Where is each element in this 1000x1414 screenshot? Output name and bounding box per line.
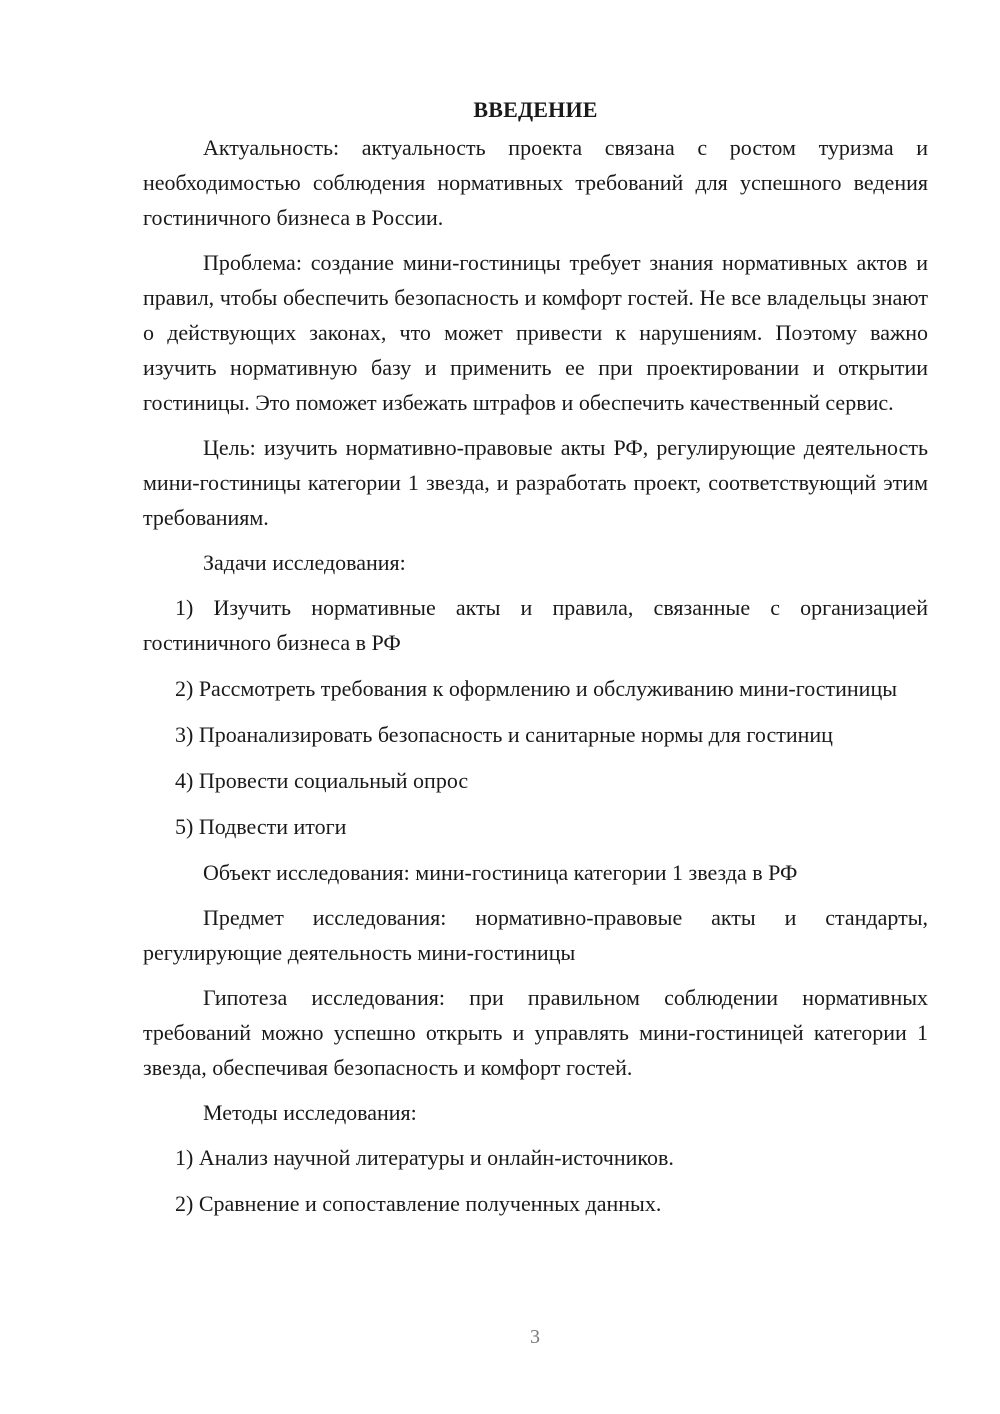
relevance-paragraph: Актуальность: актуальность проекта связана с ростом туризма и необходимостью соблюдения нормативных требований для успешного ведения гостиничного бизнеса в России.	[143, 135, 928, 230]
task-item: 4) Провести социальный опрос	[175, 768, 469, 793]
subject-paragraph: Предмет исследования: нормативно-правовые акты и стандарты, регулирующие деятельность мини-гостиницы	[143, 905, 928, 965]
task-item: 1) Изучить нормативные акты и правила, связанные с организацией гостиничного бизнеса в РФ	[143, 595, 928, 655]
page-number: 3	[530, 1326, 540, 1348]
hypothesis-paragraph: Гипотеза исследования: при правильном соблюдении нормативных требований можно успешно открыть и управлять мини-гостиницей категории 1 звезда, обеспечивая безопасность и комфорт гостей.	[143, 985, 928, 1080]
tasks-title: Задачи исследования:	[203, 550, 406, 575]
document-page	[143, 92, 928, 1232]
goal-paragraph: Цель: изучить нормативно-правовые акты РФ, регулирующие деятельность мини-гостиницы категории 1 звезда, и разработать проект, соответствующий этим требованиям.	[143, 435, 928, 530]
section-heading: ВВЕДЕНИЕ	[473, 97, 598, 122]
method-item: 1) Анализ научной литературы и онлайн-источников.	[175, 1145, 674, 1170]
task-item: 5) Подвести итоги	[175, 814, 347, 839]
task-item: 2) Рассмотреть требования к оформлению и обслуживанию мини-гостиницы	[175, 676, 897, 701]
object-paragraph: Объект исследования: мини-гостиница категории 1 звезда в РФ	[203, 860, 798, 885]
task-item: 3) Проанализировать безопасность и санитарные нормы для гостиниц	[175, 722, 833, 747]
methods-title: Методы исследования:	[203, 1100, 417, 1125]
problem-paragraph: Проблема: создание мини-гостиницы требует знания нормативных актов и правил, чтобы обеспечить безопасность и комфорт гостей. Не все владельцы знают о действующих законах, что может привести к нарушениям. Поэтому важно изучить нормативную базу и применить ее при проектировании и открытии гостиницы. Это поможет избежать штрафов и обеспечить качественный сервис.	[143, 250, 928, 415]
method-item: 2) Сравнение и сопоставление полученных данных.	[175, 1191, 662, 1216]
